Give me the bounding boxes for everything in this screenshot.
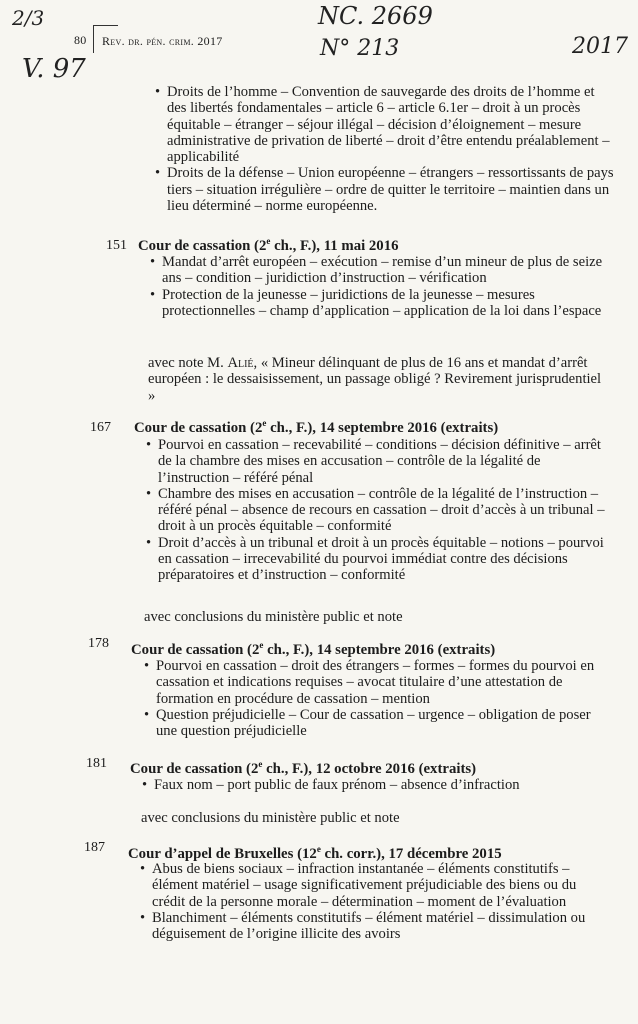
court-sup: e: [266, 236, 271, 246]
court-name: Cour de cassation (2: [130, 760, 259, 777]
entry-page-number: 187: [84, 840, 105, 855]
entry-note: avec conclusions du ministère public et note: [144, 609, 403, 625]
keyword-item: • Pourvoi en cassation – droit des étrangers – formes – formes du pourvoi en cassation et indications requises – avocat titulaire d’une attestation de formation en procédure de cassation – mention: [144, 658, 600, 707]
handwritten-year: 2017: [572, 34, 628, 59]
note-text: , « Mineur délinquant de plus de 16 ans et mandat d’arrêt européen : le dessaisissement, un passage obligé ? Revirement jurisprudentiel »: [148, 355, 602, 404]
entry-note: avec conclusions du ministère public et note: [141, 810, 400, 826]
court-name: Cour de cassation (2: [138, 237, 267, 254]
court-sup: e: [258, 759, 263, 769]
court-date: ch., F.), 12 octobre 2016 (extraits): [262, 760, 477, 777]
journal-title: Rev. dr. pén. crim. 2017: [102, 34, 223, 48]
handwritten-number: N° 213: [320, 36, 400, 61]
entry-keyword-list: [142, 777, 598, 793]
entry-keyword-list: [140, 861, 596, 942]
keyword-item: • Droits de l’homme – Convention de sauvegarde des droits de l’homme et des libertés fondamentales – article 6 – article 6.1er – droit à un procès équitable – étranger – séjour illégal – décision d’éloignement – mesure administrative de privation de liberté – droit d’être entendu préalablement – applicabilité: [155, 84, 615, 165]
note-author: Alié: [227, 355, 254, 371]
court-name: Cour d’appel de Bruxelles (12: [128, 845, 317, 862]
court-date: ch., F.), 14 septembre 2016 (extraits): [266, 419, 499, 436]
entry-court-title: [130, 759, 476, 778]
entry-keyword-list: [146, 437, 612, 584]
court-name: Cour de cassation (2: [134, 419, 263, 436]
keyword-item: • Abus de biens sociaux – infraction instantanée – éléments constitutifs – élément matériel – usage significativement préjudiciable des biens ou du crédit de la personne morale – détermination – moment de l’évaluation: [140, 861, 596, 910]
keyword-item: • Droit d’accès à un tribunal et droit à un procès équitable – notions – pourvoi en cassation – irrecevabilité du pourvoi immédiat contre des décisions préparatoires et d’instruction – conformité: [146, 535, 612, 584]
court-sup: e: [262, 418, 267, 428]
entry-page-number: 178: [88, 636, 109, 651]
keyword-item: • Pourvoi en cassation – recevabilité – conditions – décision définitive – arrêt de la chambre des mises en accusation – contrôle de la légalité de l’instruction – référé pénal: [146, 437, 612, 486]
page-number: 80: [74, 33, 87, 47]
keyword-item: • Question préjudicielle – Cour de cassation – urgence – obligation de poser une question préjudicielle: [144, 707, 600, 740]
keyword-item: • Droits de la défense – Union européenne – étrangers – ressortissants de pays tiers – situation irrégulière – ordre de quitter le territoire – maintien dans un lieu déterminé – norme européenne.: [155, 165, 615, 214]
handwritten-fraction: 2/3: [12, 6, 45, 30]
handwritten-nc-number: NC. 2669: [318, 2, 433, 30]
entry-court-title: [131, 640, 495, 659]
keyword-item: • Protection de la jeunesse – juridictions de la jeunesse – mesures protectionnelles – champ d’application – application de la loi dans l’espace: [150, 287, 612, 320]
court-date: ch., F.), 14 septembre 2016 (extraits): [263, 641, 496, 658]
handwritten-volume: V. 97: [22, 54, 86, 84]
header-divider: [93, 25, 94, 53]
entry-note: [148, 355, 612, 404]
entry-court-title: [134, 418, 498, 437]
keyword-item: • Mandat d’arrêt européen – exécution – remise d’un mineur de plus de seize ans – condition – juridiction d’instruction – vérification: [150, 254, 612, 287]
court-name: Cour de cassation (2: [131, 641, 260, 658]
keyword-item: • Blanchiment – éléments constitutifs – élément matériel – dissimulation ou déguisement de l’origine illicite des avoirs: [140, 910, 596, 943]
keyword-item: • Chambre des mises en accusation – contrôle de la légalité de l’instruction – référé pénal – absence de recours en cassation – droit d’accès à un tribunal – droit à un procès équitable – conformité: [146, 486, 612, 535]
court-date: ch. corr.), 17 décembre 2015: [320, 845, 502, 862]
note-prefix: avec note M.: [148, 355, 228, 371]
entry-keyword-list: [150, 254, 612, 319]
keyword-item: • Faux nom – port public de faux prénom – absence d’infraction: [142, 777, 598, 793]
entry-page-number: 181: [86, 756, 107, 771]
entry-court-title: [138, 236, 399, 255]
court-date: ch., F.), 11 mai 2016: [270, 237, 399, 254]
court-sup: e: [316, 844, 321, 854]
court-sup: e: [259, 640, 264, 650]
entry-keyword-list: [144, 658, 600, 739]
intro-keyword-list: [155, 84, 615, 214]
header-rule: [94, 25, 118, 26]
entry-page-number: 167: [90, 420, 111, 435]
entry-page-number: 151: [106, 238, 127, 253]
